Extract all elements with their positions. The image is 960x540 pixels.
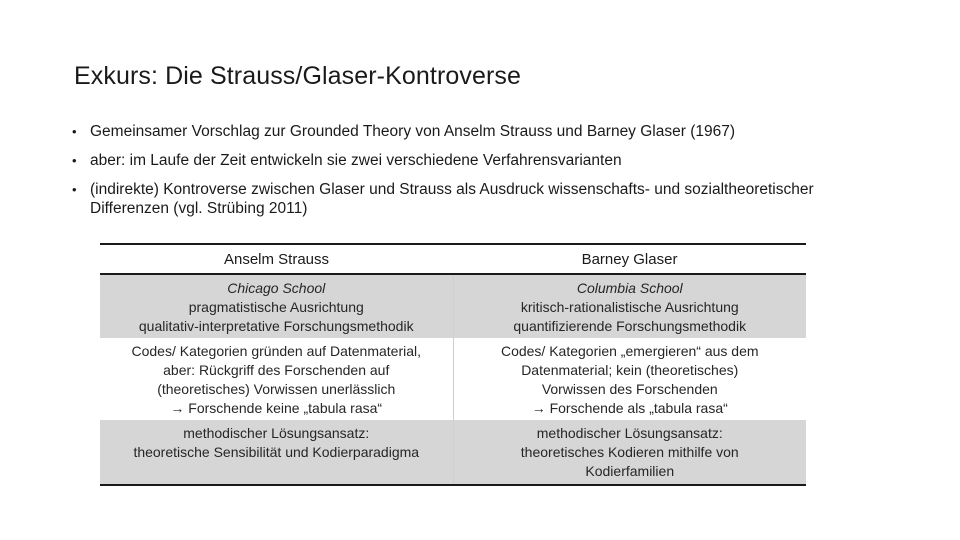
table-row [100,420,806,485]
table-cell-glaser [453,420,806,485]
column-header-strauss: Anselm Strauss [100,244,453,274]
table-cell-strauss [100,420,453,485]
cell-line: Codes/ Kategorien gründen auf Datenmaterial, [131,343,421,359]
cell-line: methodischer Lösungsansatz: [183,425,370,441]
cell-line: pragmatistische Ausrichtung [188,299,364,315]
cell-line: quantifizierende Forschungsmethodik [513,318,747,334]
table-cell-strauss [100,338,453,420]
table-cell-glaser [453,274,806,338]
bullet-item [70,151,870,170]
bullet-item [70,122,870,141]
table-header-row [100,244,806,274]
cell-line: aber: Rückgriff des Forschenden auf [163,362,390,378]
comparison-table [100,243,806,486]
cell-line: (theoretisches) Vorwissen unerlässlich [157,381,396,397]
cell-line: → Forschende als „tabula rasa“ [531,400,728,416]
page-title: Exkurs: Die Strauss/Glaser-Kontroverse [74,62,522,90]
cell-line: Datenmaterial; kein (theoretisches) [521,362,739,378]
table-cell-strauss [100,274,453,338]
column-header-glaser: Barney Glaser [453,244,806,274]
cell-line: kritisch-rationalistische Ausrichtung [520,299,739,315]
cell-line: theoretisches Kodieren mithilfe von [520,444,739,460]
bullet-text: (indirekte) Kontroverse zwischen Glaser und Strauss als Ausdruck wissenschafts- und sozialtheoretischer Differenzen (vgl. Strübing 2011) [90,181,814,217]
cell-line: Columbia School [576,280,683,296]
bullet-icon: • [72,182,77,197]
bullet-text: aber: im Laufe der Zeit entwickeln sie zwei verschiedene Verfahrensvarianten [90,152,622,169]
table-cell-glaser [453,338,806,420]
bullet-item [70,180,870,218]
table-row [100,338,806,420]
bullet-icon: • [72,124,77,139]
cell-line: theoretische Sensibilität und Kodierparadigma [133,444,420,460]
table-row [100,274,806,338]
cell-line: Codes/ Kategorien „emergieren“ aus dem [500,343,759,359]
bullet-text: Gemeinsamer Vorschlag zur Grounded Theory von Anselm Strauss und Barney Glaser (1967) [90,123,736,140]
cell-line: qualitativ-interpretative Forschungsmethodik [138,318,414,334]
cell-line: Chicago School [227,280,326,296]
cell-line: methodischer Lösungsansatz: [536,425,723,441]
bullet-icon: • [72,153,77,168]
cell-line: → Forschende keine „tabula rasa“ [170,400,383,416]
cell-line: Kodierfamilien [585,463,675,479]
bullet-list [70,122,870,228]
cell-line: Vorwissen des Forschenden [541,381,718,397]
